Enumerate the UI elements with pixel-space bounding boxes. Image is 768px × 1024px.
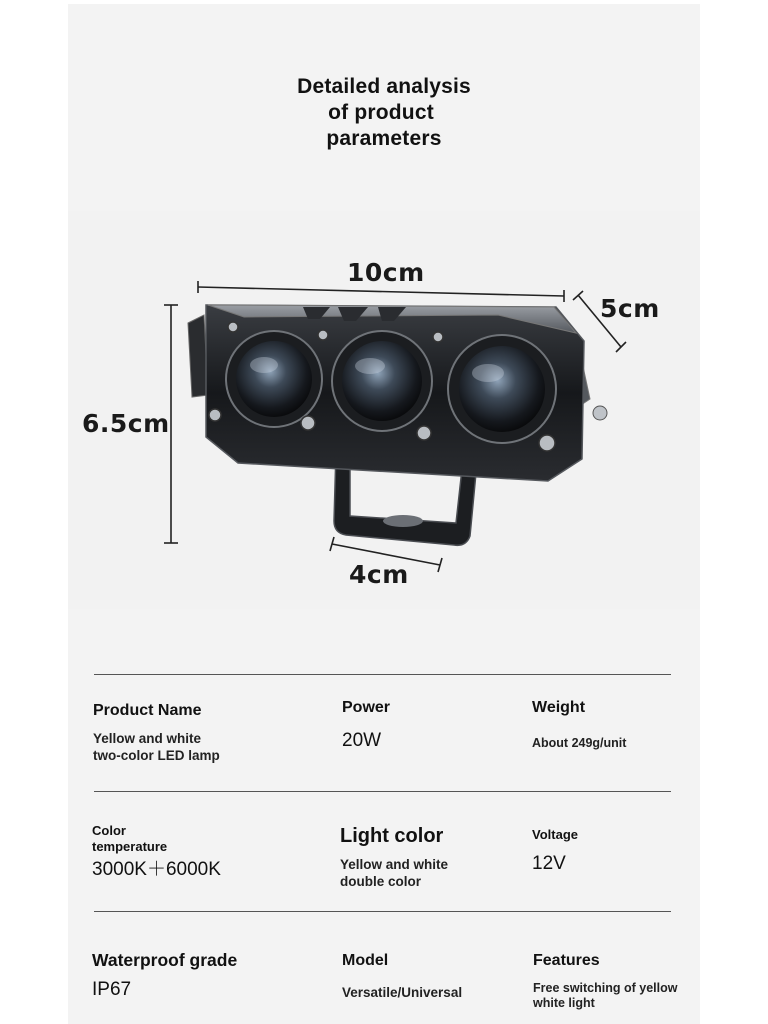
spec-label: Voltage: [532, 827, 578, 842]
spec-value-line: two-color LED lamp: [93, 748, 220, 763]
divider: [94, 791, 671, 792]
spec-label: Product Name: [93, 702, 202, 719]
spec-product-name: [93, 701, 220, 764]
spec-value: 12V: [532, 853, 566, 874]
spec-label: Waterproof grade: [92, 950, 238, 970]
spec-value-line: Yellow and white: [93, 731, 202, 746]
title-section: [68, 4, 700, 209]
spec-features: [533, 951, 677, 1011]
spec-model: [342, 951, 462, 1001]
lens-left: [226, 331, 322, 427]
product-image-section: [68, 211, 700, 609]
spec-label: [92, 823, 221, 855]
page-title: [68, 74, 700, 152]
spec-value: About 249g/unit: [532, 736, 627, 750]
bracket-label: 4cm: [349, 560, 409, 589]
lens-center: [332, 331, 432, 431]
spec-value-line: double color: [340, 874, 421, 889]
spec-voltage: [532, 827, 578, 875]
spec-value-line: Yellow and white: [340, 857, 449, 872]
spec-label: Weight: [532, 699, 586, 716]
spec-value: [340, 856, 448, 890]
divider: [94, 911, 671, 912]
lens-right: [448, 335, 556, 443]
spec-value: IP67: [92, 979, 132, 1000]
spec-label: Power: [342, 699, 391, 716]
spec-waterproof-grade: [92, 950, 237, 1001]
specifications-section: [68, 611, 700, 1024]
spec-label-line: temperature: [92, 839, 168, 854]
height-label: 6.5cm: [82, 409, 170, 438]
spec-value: 20W: [342, 730, 382, 751]
spec-label-line: Color: [92, 823, 126, 838]
product-detail-page: [68, 4, 700, 1024]
spec-power: [342, 698, 390, 752]
spec-value-line: white light: [533, 996, 595, 1010]
spec-value: 3000K＋6000K: [92, 859, 221, 880]
spec-light-color: [340, 824, 448, 890]
spec-weight: [532, 698, 626, 751]
spec-label: Model: [342, 952, 389, 969]
spec-label: Features: [533, 952, 600, 969]
spec-value-line: Free switching of yellow: [533, 981, 678, 995]
spec-value: Versatile/Universal: [342, 985, 463, 1000]
title-line-2: of product: [328, 101, 434, 124]
spec-color-temperature: [92, 823, 221, 881]
spec-label: Light color: [340, 825, 444, 847]
width-label: 10cm: [347, 258, 425, 287]
title-line-3: parameters: [326, 127, 442, 150]
title-line-1: Detailed analysis: [297, 75, 471, 98]
depth-label: 5cm: [600, 294, 660, 323]
spec-value: [533, 981, 677, 1011]
divider: [94, 674, 671, 675]
spec-value: [93, 730, 220, 764]
